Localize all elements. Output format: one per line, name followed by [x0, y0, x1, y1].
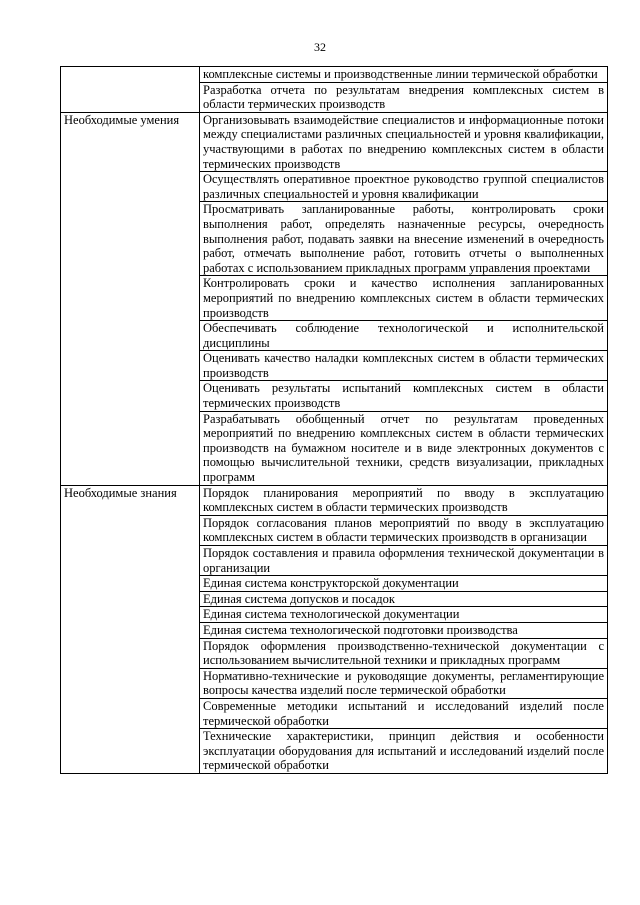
requirement-item: Единая система технологической подготовки производства [200, 622, 608, 638]
requirement-item: Оценивать качество наладки комплексных систем в области термических производств [200, 351, 608, 381]
requirement-item: Порядок составления и правила оформления технической документации в организации [200, 546, 608, 576]
requirement-item: Порядок планирования мероприятий по вводу в эксплуатацию комплексных систем в области термических производств [200, 485, 608, 515]
section-label: Необходимые знания [61, 485, 200, 773]
requirement-item: Организовывать взаимодействие специалистов и информационные потоки между специалистами различных специальностей и уровня квалификации, участвующими в работах по внедрению комплексных систем в области термических производств [200, 112, 608, 171]
requirement-item: Технические характеристики, принцип действия и особенности эксплуатации оборудования для испытаний и исследований изделий после термической обработки [200, 729, 608, 774]
page-number: 32 [314, 40, 326, 54]
table-row [61, 112, 608, 171]
section-label: Необходимые умения [61, 112, 200, 485]
requirement-item: Порядок оформления производственно-технической документации с использованием вычислительной техники и прикладных программ [200, 638, 608, 668]
table-row [61, 67, 608, 83]
requirement-item: Единая система технологической документации [200, 607, 608, 623]
requirement-item: Обеспечивать соблюдение технологической и исполнительской дисциплины [200, 321, 608, 351]
requirement-item: Единая система конструкторской документации [200, 576, 608, 592]
table-row [61, 485, 608, 515]
requirement-item: Контролировать сроки и качество исполнения запланированных мероприятий по внедрению комплексных систем в области термических производств [200, 276, 608, 321]
requirement-item: комплексные системы и производственные линии термической обработки [200, 67, 608, 83]
requirement-item: Просматривать запланированные работы, контролировать сроки выполнения работ, определять назначенные ресурсы, очередность выполнения работ, подавать заявки на внесение изменений в очередность работ, отмечать выполнение работ, готовить отчеты о выполненных работах с использованием прикладных программ управления проектами [200, 202, 608, 276]
section-label [61, 67, 200, 113]
requirement-item: Разработка отчета по результатам внедрения комплексных систем в области термических производств [200, 82, 608, 112]
requirement-item: Оценивать результаты испытаний комплексных систем в области термических производств [200, 381, 608, 411]
requirement-item: Осуществлять оперативное проектное руководство группой специалистов различных специальностей и уровня квалификации [200, 172, 608, 202]
requirement-item: Разрабатывать обобщенный отчет по результатам проведенных мероприятий по внедрению комплексных систем в области термических производств на бумажном носителе и в виде электронных документов с помощью вычислительной техники, средств визуализации, прикладных программ [200, 411, 608, 485]
competency-table [60, 66, 608, 774]
requirement-item: Порядок согласования планов мероприятий по вводу в эксплуатацию комплексных систем в области термических производств в организации [200, 515, 608, 545]
requirement-item: Нормативно-технические и руководящие документы, регламентирующие вопросы качества изделий после термической обработки [200, 668, 608, 698]
requirement-item: Современные методики испытаний и исследований изделий после термической обработки [200, 698, 608, 728]
requirement-item: Единая система допусков и посадок [200, 591, 608, 607]
